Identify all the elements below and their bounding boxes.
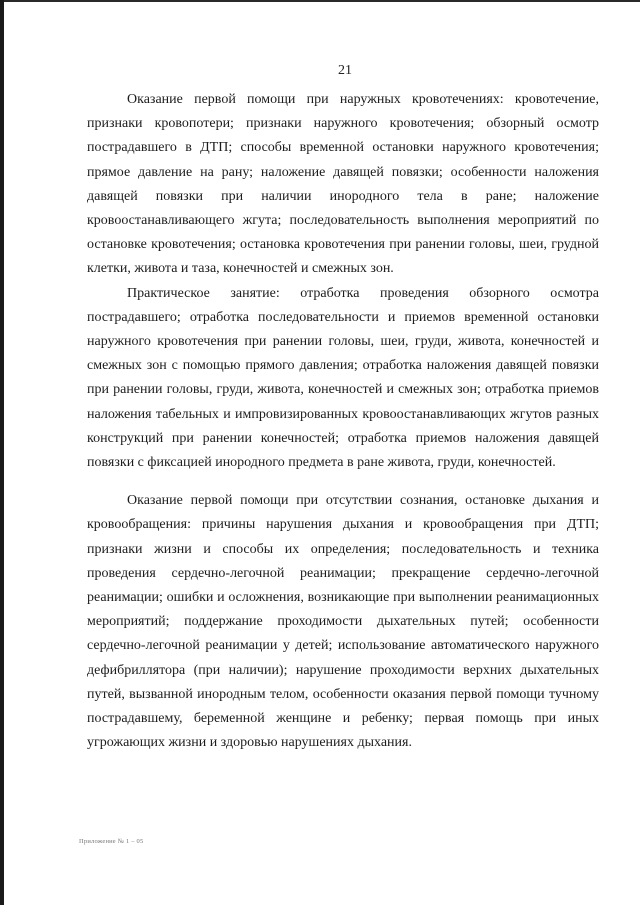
scan-edge-top	[0, 0, 640, 2]
document-body	[87, 88, 599, 755]
paragraph-practical-exercise: Практическое занятие: отработка проведения обзорного осмотра пострадавшего; отработка последовательности и приемов временной остановки наружного кровотечения при ранении головы, шеи, груди, живота, конечностей и смежных зон с помощью прямого давления; отработка наложения давящей повязки при ранении головы, груди, живота, конечностей и смежных зон; отработка приемов наложения табельных и импровизированных кровоостанавливающих жгутов разных конструкций при ранении конечностей; отработка приемов наложения давящей повязки с фиксацией инородного предмета в ране живота, груди, конечностей.	[87, 285, 599, 471]
page-number: 21	[338, 63, 352, 78]
scan-edge-left	[0, 0, 4, 905]
footer-appendix-note: Приложение № 1 – 05	[79, 838, 144, 845]
paragraph-first-aid-unconsciousness: Оказание первой помощи при отсутствии сознания, остановке дыхания и кровообращения: причины нарушения дыхания и кровообращения при ДТП; признаки жизни и способы их определения; последовательность и техника проведения сердечно-легочной реанимации; прекращение сердечно-легочной реанимации; ошибки и осложнения, возникающие при выполнении реанимационных мероприятий; поддержание проходимости дыхательных путей; особенности сердечно-легочной реанимации у детей; использование автоматического наружного дефибриллятора (при наличии); нарушение проходимости верхних дыхательных путей, вызванной инородным телом, особенности оказания первой помощи тучному пострадавшему, беременной женщине и ребенку; первая помощь при иных угрожающих жизни и здоровью нарушениях дыхания.	[87, 493, 599, 751]
paragraph-first-aid-bleeding: Оказание первой помощи при наружных кровотечениях: кровотечение, признаки кровопотери; признаки наружного кровотечения; обзорный осмотр пострадавшего в ДТП; способы временной остановки наружного кровотечения; прямое давление на рану; наложение давящей повязки; особенности наложения давящей повязки при наличии инородного тела в ране; наложение кровоостанавливающего жгута; последовательность выполнения мероприятий по остановке кровотечения; остановка кровотечения при ранении головы, шеи, грудной клетки, живота и таза, конечностей и смежных зон.	[87, 92, 599, 277]
